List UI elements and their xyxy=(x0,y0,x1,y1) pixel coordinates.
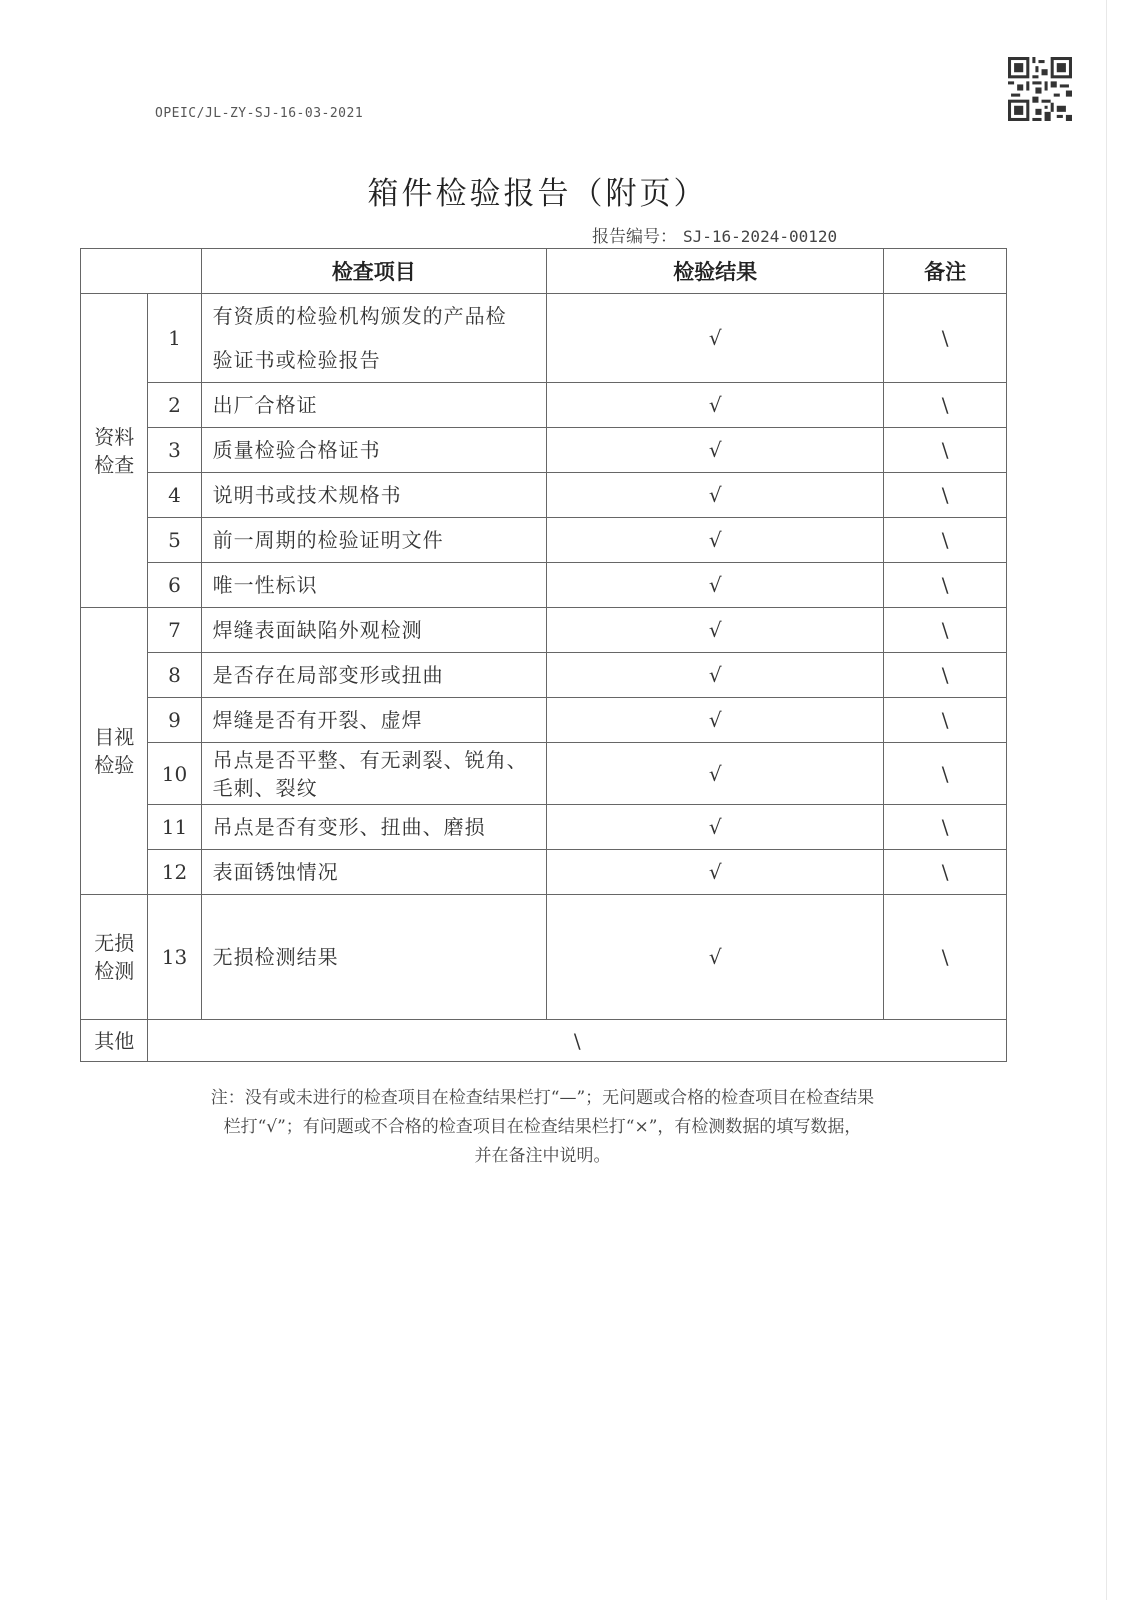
row-item: 前一周期的检验证明文件 xyxy=(201,518,546,563)
row-result: √ xyxy=(547,850,884,895)
row-item: 焊缝表面缺陷外观检测 xyxy=(201,608,546,653)
row-number: 7 xyxy=(148,608,201,653)
row-result: √ xyxy=(547,895,884,1020)
row-number: 5 xyxy=(148,518,201,563)
table-row xyxy=(81,850,1007,895)
footnote: 注：没有或未进行的检查项目在检查结果栏打“—”；无问题或合格的检查项目在检查结果 栏打“√”；有问题或不合格的检查项目在检查结果栏打“×”，有检测数据的填写数据， 并在备注中说明。 xyxy=(210,1088,875,1166)
row-note: \ xyxy=(884,805,1007,850)
row-number: 10 xyxy=(148,743,201,805)
row-item: 吊点是否有变形、扭曲、磨损 xyxy=(201,805,546,850)
table-row xyxy=(81,428,1007,473)
row-note: \ xyxy=(884,698,1007,743)
row-result: √ xyxy=(547,428,884,473)
report-number-value: SJ-16-2024-00120 xyxy=(683,227,838,246)
table-row xyxy=(81,608,1007,653)
report-number xyxy=(592,222,837,247)
table-row xyxy=(81,895,1007,1020)
header-item: 检查项目 xyxy=(201,249,546,294)
table-row xyxy=(81,698,1007,743)
row-number: 11 xyxy=(148,805,201,850)
table-header-row xyxy=(81,249,1007,294)
row-number: 9 xyxy=(148,698,201,743)
page-edge-line xyxy=(1106,0,1107,1600)
table-row xyxy=(81,473,1007,518)
row-number: 3 xyxy=(148,428,201,473)
row-result: √ xyxy=(547,563,884,608)
header-note: 备注 xyxy=(884,249,1007,294)
table-row xyxy=(81,563,1007,608)
document-code: OPEIC/JL-ZY-SJ-16-03-2021 xyxy=(155,106,364,121)
row-note: \ xyxy=(884,563,1007,608)
row-note: \ xyxy=(884,895,1007,1020)
row-item: 质量检验合格证书 xyxy=(201,428,546,473)
table-row xyxy=(81,743,1007,805)
row-note: \ xyxy=(884,383,1007,428)
row-note: \ xyxy=(884,294,1007,383)
table-row-other xyxy=(81,1020,1007,1062)
row-item: 焊缝是否有开裂、虚焊 xyxy=(201,698,546,743)
row-note: \ xyxy=(884,518,1007,563)
table-row xyxy=(81,805,1007,850)
table-row xyxy=(81,294,1007,383)
row-item: 吊点是否平整、有无剥裂、锐角、 毛刺、裂纹 xyxy=(201,743,546,805)
row-note: \ xyxy=(884,653,1007,698)
row-number: 6 xyxy=(148,563,201,608)
row-item: 有资质的检验机构颁发的产品检 验证书或检验报告 xyxy=(201,294,546,383)
row-note: \ xyxy=(884,608,1007,653)
row-item: 唯一性标识 xyxy=(201,563,546,608)
row-result: √ xyxy=(547,743,884,805)
row-result: √ xyxy=(547,473,884,518)
row-number: 1 xyxy=(148,294,201,383)
table-row xyxy=(81,653,1007,698)
row-result: √ xyxy=(547,518,884,563)
category-ndt: 无损 检测 xyxy=(81,895,148,1020)
header-result: 检验结果 xyxy=(547,249,884,294)
row-result: √ xyxy=(547,294,884,383)
qr-code-icon xyxy=(1008,57,1072,121)
row-result: √ xyxy=(547,653,884,698)
row-item: 说明书或技术规格书 xyxy=(201,473,546,518)
row-result: √ xyxy=(547,383,884,428)
table-row xyxy=(81,383,1007,428)
row-result: √ xyxy=(547,805,884,850)
row-number: 2 xyxy=(148,383,201,428)
row-item: 出厂合格证 xyxy=(201,383,546,428)
header-blank-cell xyxy=(81,249,202,294)
row-item: 是否存在局部变形或扭曲 xyxy=(201,653,546,698)
page-title: 箱件检验报告（附页） xyxy=(367,176,708,212)
table-row xyxy=(81,518,1007,563)
row-note: \ xyxy=(884,850,1007,895)
row-number: 12 xyxy=(148,850,201,895)
other-label: 其他 xyxy=(81,1020,148,1062)
category-docs: 资料 检查 xyxy=(81,294,148,608)
category-visual: 目视 检验 xyxy=(81,608,148,895)
row-note: \ xyxy=(884,743,1007,805)
row-item: 无损检测结果 xyxy=(201,895,546,1020)
report-number-label: 报告编号： xyxy=(592,227,677,247)
row-note: \ xyxy=(884,428,1007,473)
row-result: √ xyxy=(547,608,884,653)
row-note: \ xyxy=(884,473,1007,518)
row-number: 4 xyxy=(148,473,201,518)
row-result: √ xyxy=(547,698,884,743)
row-number: 8 xyxy=(148,653,201,698)
inspection-table xyxy=(80,248,1007,1062)
row-item: 表面锈蚀情况 xyxy=(201,850,546,895)
other-value: \ xyxy=(148,1020,1007,1062)
row-number: 13 xyxy=(148,895,201,1020)
